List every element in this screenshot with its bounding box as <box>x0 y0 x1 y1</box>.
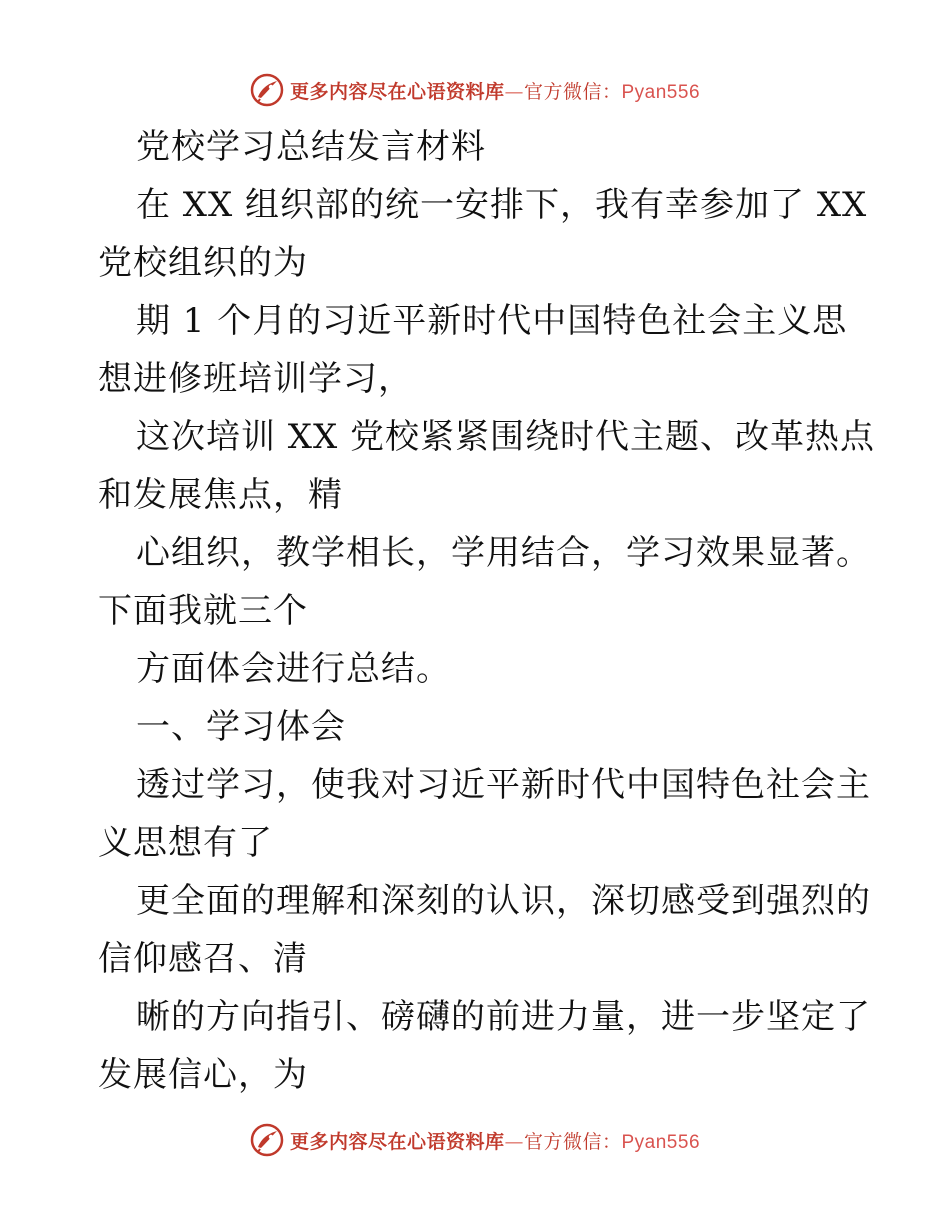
text-line: 发展信心，为 <box>98 1055 308 1095</box>
banner-main-text: 更多内容尽在心语资料库 <box>289 80 505 103</box>
footer-banner-content <box>250 1123 700 1157</box>
text-line: 一、学习体会 <box>136 707 346 747</box>
header-banner <box>0 70 950 110</box>
text-line: 想进修班培训学习， <box>98 359 413 399</box>
text-line: 信仰感召、清 <box>98 939 308 979</box>
text-line: 晰的方向指引、磅礴的前进力量，进一步坚定了 <box>136 997 871 1037</box>
banner-wechat-label: 官方微信： <box>523 80 622 103</box>
text-line: 方面体会进行总结。 <box>136 649 451 689</box>
text-line: 在 XX 组织部的统一安排下，我有幸参加了 XX <box>136 185 868 225</box>
banner-wechat-id: Pyan556 <box>621 1131 701 1153</box>
banner-separator: — <box>504 80 524 103</box>
text-line: 期 1 个月的习近平新时代中国特色社会主义思 <box>136 301 848 341</box>
pen-logo-icon <box>250 1123 284 1157</box>
banner-wechat-id: Pyan556 <box>621 81 701 103</box>
text-line: 更全面的理解和深刻的认识，深切感受到强烈的 <box>136 881 871 921</box>
document-body <box>98 118 876 1104</box>
text-line: 下面我就三个 <box>98 591 308 631</box>
header-banner-content <box>250 73 700 107</box>
text-line: 党校学习总结发言材料 <box>136 127 486 167</box>
text-line: 党校组织的为 <box>98 243 308 283</box>
banner-wechat-label: 官方微信： <box>523 1130 622 1153</box>
banner-text <box>290 77 700 104</box>
banner-text <box>290 1127 700 1154</box>
text-line: 心组织，教学相长，学用结合，学习效果显著。 <box>136 533 871 573</box>
footer-banner <box>0 1120 950 1160</box>
text-line: 义思想有了 <box>98 823 273 863</box>
pen-logo-icon <box>250 73 284 107</box>
text-line: 这次培训 XX 党校紧紧围绕时代主题、改革热点 <box>136 417 876 457</box>
text-line: 和发展焦点，精 <box>98 475 343 515</box>
banner-separator: — <box>504 1130 524 1153</box>
text-line: 透过学习，使我对习近平新时代中国特色社会主 <box>136 765 871 805</box>
banner-main-text: 更多内容尽在心语资料库 <box>289 1130 505 1153</box>
